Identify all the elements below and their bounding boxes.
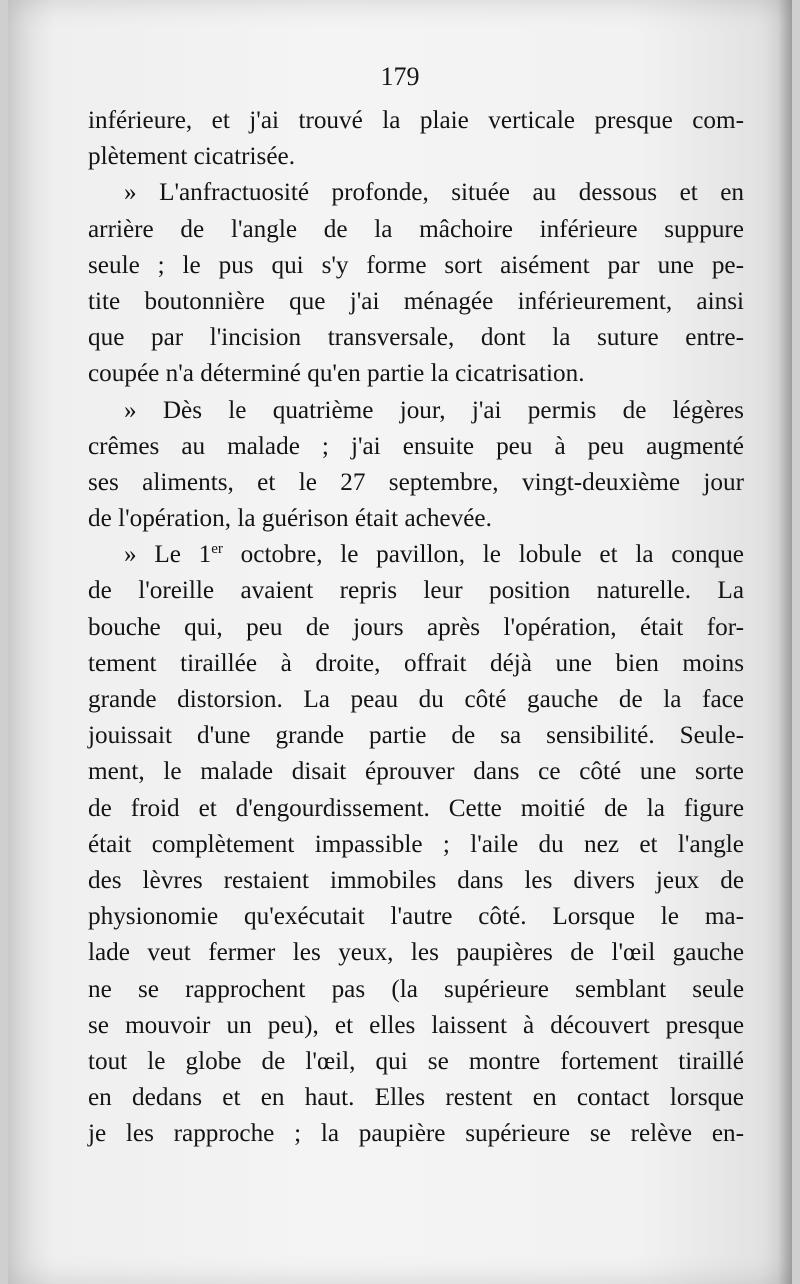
text-line: coupée n'a déterminé qu'en partie la cicatrisation. [88,360,585,388]
text-line: des lèvres restaient immobiles dans les divers jeux de [88,866,744,894]
text-line: était complètement impassible ; l'aile du nez et l'angle [88,830,744,858]
text-line: ses aliments, et le 27 septembre, vingt-deuxième jour [88,468,744,496]
text-line: tite boutonnière que j'ai ménagée inférieurement, ainsi [88,287,744,315]
text-line: de l'oreille avaient repris leur position naturelle. La [88,577,744,605]
text-line: inférieure, et j'ai trouvé la plaie verticale presque com- [88,107,744,134]
text-line: je les rapproche ; la paupière supérieure se relève en- [88,1120,744,1148]
text-line: plètement cicatrisée. [88,143,295,171]
text-line: arrière de l'angle de la mâchoire inférieure suppure [88,215,744,243]
text-line [88,537,744,573]
book-page [8,0,792,1284]
text-line-prefix: » Le 1 [124,541,212,569]
text-line: lade veut fermer les yeux, les paupières de l'œil gauche [88,939,744,967]
text-line: se mouvoir un peu), et elles laissent à découvert presque [88,1011,744,1039]
text-line: de l'opération, la guérison était achevée. [88,505,492,533]
text-line: crêmes au malade ; j'ai ensuite peu à peu augmenté [88,432,744,460]
text-line: jouissait d'une grande partie de sa sensibilité. Seule- [88,722,744,750]
text-line: bouche qui, peu de jours après l'opération, était for- [88,613,744,641]
text-line: ne se rapprochent pas (la supérieure semblant seule [88,975,744,1003]
text-line: que par l'incision transversale, dont la suture entre- [88,324,744,352]
text-line: ment, le malade disait éprouver dans ce côté une sorte [88,758,744,786]
text-line: tement tiraillée à droite, offrait déjà une bien moins [88,649,744,677]
text-line: en dedans et en haut. Elles restent en contact lorsque [88,1084,744,1112]
body-text [88,103,744,1152]
text-line: seule ; le pus qui s'y forme sort aisément par une pe- [88,251,744,279]
text-line: » L'anfractuosité profonde, située au dessous et en [124,179,744,207]
text-line-rest: octobre, le pavillon, le lobule et la conque [222,541,744,569]
page-number: 179 [380,62,420,91]
text-line: de froid et d'engourdissement. Cette moitié de la figure [88,794,744,822]
text-line: tout le globe de l'œil, qui se montre fortement tiraillé [88,1047,744,1075]
page-edge-shadow [778,0,792,1284]
text-line: » Dès le quatrième jour, j'ai permis de légères [124,396,744,424]
text-line: grande distorsion. La peau du côté gauche de la face [88,686,744,713]
ordinal-superscript: er [211,541,223,558]
text-line: physionomie qu'exécutait l'autre côté. Lorsque le ma- [88,903,744,931]
